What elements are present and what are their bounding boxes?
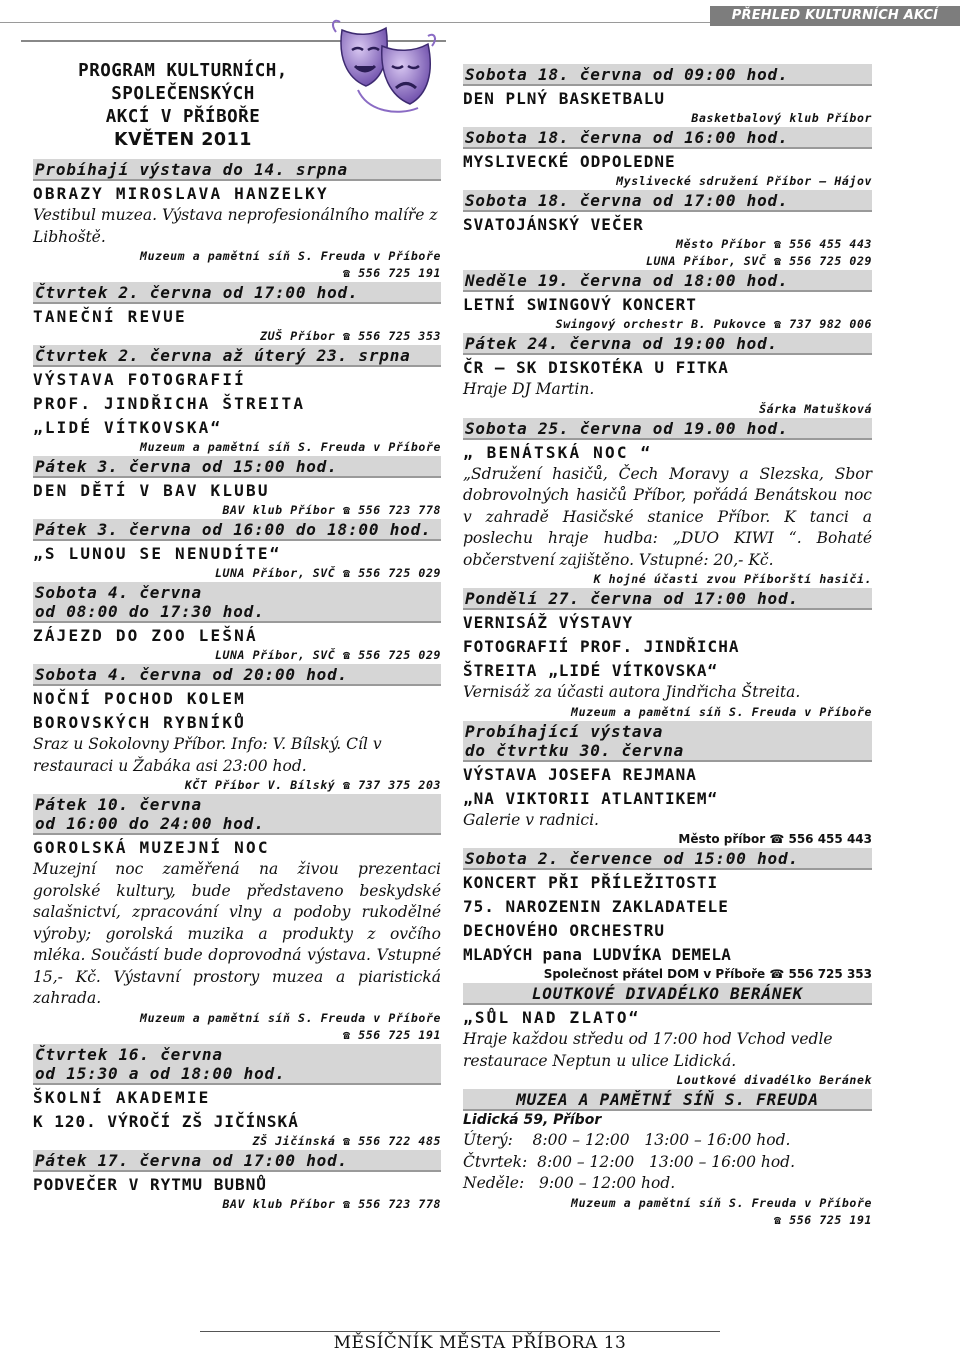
event-organizer: Basketbalový klub Příbor: [691, 111, 872, 125]
event-date: [33, 1044, 441, 1085]
event-date: Pátek 17. června od 17:00 hod.: [33, 1150, 441, 1172]
event-date-line: od 15:30 a od 18:00 hod.: [35, 1063, 286, 1083]
event-organizer-line: [33, 502, 441, 519]
event-title: DEN DĚTÍ V BAV KLUBU: [33, 481, 270, 500]
event-phone: 556 725 029: [358, 566, 441, 580]
event-organizer: Společnost přátel DOM v Příboře: [543, 967, 766, 981]
event-organizer: BAV klub Příbor: [222, 1196, 336, 1211]
opening-hours-row: Úterý: 8:00 – 12:00 13:00 – 16:00 hod.: [463, 1131, 791, 1149]
event-title: SVATOJÁNSKÝ VEČER: [463, 215, 644, 234]
page-footer: MĚSÍČNÍK MĚSTA PŘÍBORA 13: [333, 1333, 627, 1353]
event-organizer: Město příbor: [678, 832, 766, 846]
event-date: Pondělí 27. června od 17:00 hod.: [463, 588, 872, 610]
event-diskoteka: [463, 333, 872, 418]
museum-address: Lidická 59, Příbor: [463, 1112, 602, 1128]
event-organizer: Muzeum a pamětní síň S. Freuda v Příboře: [571, 704, 872, 719]
event-organizer: ZUŠ Příbor: [260, 329, 336, 343]
title-line: AKCÍ V PŘÍBOŘE: [105, 107, 261, 127]
event-organizer: BAV klub Příbor: [222, 503, 336, 517]
event-date-line: Sobota 4. června: [35, 583, 202, 602]
event-phone: 556 725 353: [788, 967, 872, 981]
event-organizer: K hojné účasti zvou Příborští hasiči.: [593, 572, 872, 586]
event-phone: 556 455 443: [789, 237, 872, 251]
event-description: Vernisáž za účasti autora Jindřicha Štreita.: [463, 683, 801, 701]
event-phone: 737 982 006: [789, 317, 872, 331]
phone-icon: ☎: [342, 1196, 351, 1211]
event-title: KONCERT PŘI PŘÍLEŽITOSTI: [463, 873, 719, 892]
event-organizer-line: [463, 253, 872, 270]
event-date: Sobota 18. června od 09:00 hod.: [463, 64, 872, 86]
event-organizer: ZŠ Jičínská: [252, 1133, 336, 1148]
event-title: ZÁJEZD DO ZOO LEŠNÁ: [33, 626, 258, 645]
event-date: Sobota 4. června od 20:00 hod.: [33, 664, 441, 686]
event-skolni-akademie: [33, 1044, 441, 1150]
event-date: Čtvrtek 2. června od 17:00 hod.: [33, 282, 441, 304]
event-organizer: Myslivecké sdružení Příbor – Hájov: [616, 174, 872, 188]
event-date: Pátek 3. června od 15:00 hod.: [33, 456, 441, 478]
phone-icon: ☎: [342, 329, 351, 343]
event-muzejni-noc: [33, 794, 441, 1044]
event-svatojansky-vecer: [463, 190, 872, 270]
event-description: Vestibul muzea. Výstava neprofesionálního malíře z Libhoště.: [33, 206, 438, 246]
event-title: ŠKOLNÍ AKADEMIE: [33, 1087, 211, 1107]
section-band: LOUTKOVÉ DIVADÉLKO BERÁNEK: [463, 983, 872, 1005]
opening-hours-row: Čtvrtek: 8:00 – 12:00 13:00 – 16:00 hod.: [463, 1152, 796, 1171]
event-description: Muzejní noc zaměřená na živou prezentaci gorolské kultury, bude představeno beskydské salašnictví, zpracování vlny a podoby rukodělné výroby; gorolská muzika a produkty z ovčího mléka. Součástí bude doprovodná výstava. Vstupné 15,- Kč. Výstavní prostory muzea a piaristická zahrada.: [33, 860, 441, 1007]
event-date-line: Probíhající výstava: [465, 721, 664, 741]
event-organizer: LUNA Příbor, SVČ: [214, 648, 336, 662]
event-phone: 556 725 191: [789, 1212, 872, 1227]
event-date-line: do čtvrtku 30. června: [465, 740, 685, 760]
right-column: [463, 64, 872, 1229]
event-description: Hraje každou středu od 17:00 hod Vchod vedle restaurace Neptun u ulice Lidická.: [463, 1030, 833, 1070]
phone-icon: ☎: [342, 648, 351, 662]
left-column: [33, 60, 441, 1213]
event-title: ČR – SK DISKOTÉKA U FITKA: [463, 358, 729, 377]
event-title: FOTOGRAFIÍ PROF. JINDŘICHA: [463, 637, 740, 656]
phone-icon: ☎: [773, 317, 782, 331]
event-title: LETNÍ SWINGOVÝ KONCERT: [463, 295, 697, 314]
event-phone: 556 455 443: [788, 832, 872, 846]
title-line: PROGRAM KULTURNÍCH,: [78, 61, 288, 81]
event-date-line: od 08:00 do 17:30 hod.: [35, 602, 265, 621]
phone-icon: ☎: [773, 237, 782, 251]
event-date: Pátek 24. června od 19:00 hod.: [463, 333, 872, 355]
event-title: MYSLIVECKÉ ODPOLEDNE: [463, 152, 676, 171]
event-date: Sobota 2. července od 15:00 hod.: [463, 848, 872, 870]
event-basketbal: [463, 64, 872, 127]
event-phone: 556 723 778: [358, 503, 441, 517]
event-organizer-line: [33, 1133, 441, 1150]
event-date: [33, 794, 441, 835]
event-phone-line: [33, 1027, 441, 1044]
event-date: Sobota 18. června od 17:00 hod.: [463, 190, 872, 212]
event-description: Sraz u Sokolovny Příbor. Info: V. Bílský. Cíl v restauraci u Žabáka asi 23:00 hod.: [33, 735, 382, 775]
event-title: OBRAZY MIROSLAVA HANZELKY: [33, 184, 329, 203]
event-myslivecke-odpoledne: [463, 127, 872, 190]
event-phone: 556 722 485: [358, 1133, 441, 1148]
event-organizer-line: [33, 1196, 441, 1213]
event-koncert-demel: [463, 848, 872, 983]
phone-icon: ☎: [342, 266, 351, 280]
event-title: DEN PLNÝ BASKETBALU: [463, 89, 666, 108]
event-hanzelka: [33, 159, 441, 282]
event-organizer-line: [463, 316, 872, 333]
event-title: TANEČNÍ REVUE: [33, 307, 187, 326]
event-phone: 556 725 029: [789, 254, 872, 268]
phone-icon: ☎: [342, 778, 351, 792]
event-phone-line: [463, 1212, 872, 1229]
event-title: VERNISÁŽ VÝSTAVY: [463, 613, 634, 632]
event-title: K 120. VÝROČÍ ZŠ JIČÍNSKÁ: [33, 1111, 299, 1131]
event-title: VÝSTAVA JOSEFA REJMANA: [463, 764, 697, 784]
event-title: „S LUNOU SE NENUDÍTE“: [33, 544, 282, 563]
phone-icon: ☎: [342, 1027, 351, 1042]
museum-opening-hours: [463, 1089, 872, 1229]
event-title: PODVEČER V RYTMU BUBNŮ: [33, 1174, 267, 1194]
event-vernisaz: [463, 588, 872, 721]
event-benatska-noc: [463, 418, 872, 589]
event-title: BOROVSKÝCH RYBNÍKŮ: [33, 713, 246, 732]
phone-icon: ☎: [342, 1133, 351, 1148]
event-date: Čtvrtek 2. června až úterý 23. srpna: [33, 345, 441, 367]
event-organizer-line: [33, 565, 441, 582]
phone-icon: ☎: [769, 967, 785, 981]
event-description: „Sdružení hasičů, Čech Moravy a Slezska, Sbor dobrovolných hasičů Příbor, pořádá Benátskou noc v zahradě Hasičské stanice Příbor. K tanci a poslechu hraje hudba: „DUO KIWI “. Bohaté občerstvení zajištěno. Vstupné: 20,- Kč.: [463, 464, 872, 569]
event-title: ŠTREITA „LIDÉ VÍTKOVSKA“: [463, 661, 719, 680]
title-line: SPOLEČENSKÝCH: [111, 84, 255, 104]
event-title: „ BENÁTSKÁ NOC “: [463, 442, 653, 462]
event-title: PROF. JINDŘICHA ŠTREITA: [33, 394, 306, 413]
event-date: [33, 582, 441, 623]
event-date-line: od 16:00 do 24:00 hod.: [35, 814, 265, 833]
event-loutkove-divadelko: [463, 983, 872, 1089]
event-rytmus-bubnu: [33, 1150, 441, 1213]
event-date: Sobota 18. června od 16:00 hod.: [463, 127, 872, 149]
event-tanecni-revue: [33, 282, 441, 345]
event-title: VÝSTAVA FOTOGRAFIÍ: [33, 370, 246, 389]
phone-icon: ☎: [773, 1212, 782, 1227]
section-band: MUZEA A PAMĚTNÍ SÍŇ S. FREUDA: [463, 1089, 872, 1111]
event-vystava-rejmana: [463, 721, 872, 849]
event-title: NOČNÍ POCHOD KOLEM: [33, 689, 246, 708]
event-organizer: Muzeum a pamětní síň S. Freuda v Příboře: [140, 1010, 441, 1025]
event-description: Hraje DJ Martin.: [463, 380, 595, 398]
event-phone: 556 723 778: [358, 1196, 441, 1211]
event-organizer-line: [463, 831, 872, 848]
event-phone: 556 725 191: [358, 1027, 441, 1042]
event-phone: 556 725 029: [358, 648, 441, 662]
event-phone: 737 375 203: [358, 778, 441, 792]
event-organizer-line: [33, 647, 441, 664]
event-date: Probíhají výstava do 14. srpna: [33, 159, 441, 181]
event-title: „LIDÉ VÍTKOVSKA“: [33, 418, 223, 437]
event-phone-line: [33, 265, 441, 282]
event-zoo-lesna: [33, 582, 441, 664]
event-title: MLADÝCH pana LUDVÍKA DEMELA: [463, 945, 732, 964]
event-organizer: LUNA Příbor, SVČ: [645, 254, 767, 268]
phone-icon: ☎: [342, 566, 351, 580]
section-tab: PŘEHLED KULTURNÍCH AKCÍ: [710, 6, 960, 26]
event-date: Sobota 25. června od 19.00 hod.: [463, 418, 872, 440]
title-month: KVĚTEN 2011: [114, 130, 252, 150]
event-title: 75. NAROZENIN ZAKLADATELE: [463, 897, 729, 916]
event-organizer: Šárka Matušková: [759, 401, 872, 416]
page-title: [33, 60, 333, 152]
event-date-line: Pátek 10. června: [35, 795, 202, 814]
event-title: DECHOVÉHO ORCHESTRU: [463, 921, 666, 940]
event-organizer-line: [463, 236, 872, 253]
footer-rule: [200, 1331, 720, 1332]
event-title: GOROLSKÁ MUZEJNÍ NOC: [33, 838, 270, 857]
event-organizer: Swingový orchestr B. Pukovce: [555, 317, 767, 331]
phone-icon: ☎: [342, 503, 351, 517]
event-s-lunou: [33, 519, 441, 582]
event-organizer: Loutkové divadélko Beránek: [676, 1073, 872, 1087]
event-phone: 556 725 353: [358, 329, 441, 343]
event-description: Galerie v radnici.: [463, 810, 599, 829]
event-date: Pátek 3. června od 16:00 do 18:00 hod.: [33, 519, 441, 541]
phone-icon: ☎: [769, 832, 785, 846]
event-phone: 556 725 191: [358, 266, 441, 280]
event-organizer: Muzeum a pamětní síň S. Freuda v Příboře: [140, 440, 441, 454]
phone-icon: ☎: [773, 254, 782, 268]
event-swingovy-koncert: [463, 270, 872, 333]
event-organizer: KČT Příbor V. Bílský: [184, 778, 336, 792]
event-organizer: Muzeum a pamětní síň S. Freuda v Příboře: [571, 1195, 872, 1210]
event-date: Neděle 19. června od 18:00 hod.: [463, 270, 872, 292]
opening-hours-row: Neděle: 9:00 – 12:00 hod.: [463, 1174, 676, 1192]
event-title: „SŮL NAD ZLATO“: [463, 1008, 641, 1027]
event-organizer: Město Příbor: [676, 237, 767, 251]
event-title: „NA VIKTORII ATLANTIKEM“: [463, 788, 719, 808]
event-organizer-line: [33, 777, 441, 794]
event-organizer: LUNA Příbor, SVČ: [214, 566, 336, 580]
event-vystava-fotografii: [33, 345, 441, 456]
event-organizer: Muzeum a pamětní síň S. Freuda v Příboře: [140, 249, 441, 263]
event-date: [463, 721, 872, 762]
event-nocni-pochod: [33, 664, 441, 794]
event-date-line: Čtvrtek 16. června: [35, 1044, 223, 1064]
event-den-deti: [33, 456, 441, 519]
event-organizer-line: [33, 328, 441, 345]
event-organizer-line: [463, 966, 872, 983]
